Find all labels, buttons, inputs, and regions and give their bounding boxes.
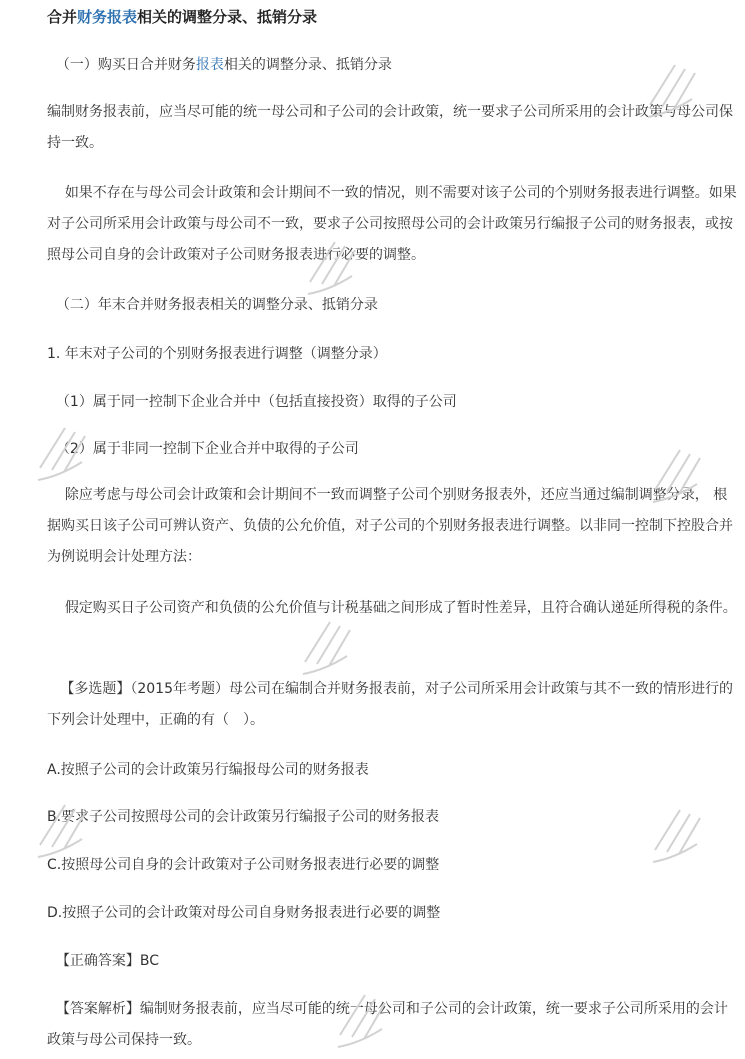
option-b: B.要求子公司按照母公司的会计政策另行编报子公司的财务报表 [47, 809, 440, 825]
link-statements[interactable]: 报表 [195, 57, 224, 73]
title-link-financial-statements[interactable]: 财务报表 [77, 8, 138, 26]
title-prefix: 合并 [47, 8, 78, 26]
paragraph-unify-policy: 编制财务报表前，应当尽可能的统一母公司和子公司的会计政策，统一要求子公司所采用的会计政策与母公司保持一致。 [47, 104, 733, 151]
answer-explanation: 【答案解析】编制财务报表前，应当尽可能的统一母公司和子公司的会计政策，统一要求子公司所采用的会计政策与母公司保持一致。 [47, 1001, 728, 1048]
correct-answer: 【正确答案】BC [55, 953, 160, 969]
section-heading-year-end: （二）年末合并财务报表相关的调整分录、抵销分录 [55, 297, 378, 313]
item-non-same-control: （2）属于非同一控制下企业合并中取得的子公司 [55, 441, 359, 457]
subsection-year-end-adjust: 1. 年末对子公司的个别财务报表进行调整（调整分录） [47, 346, 387, 362]
paragraph-temporary-difference: 假定购买日子公司资产和负债的公允价值与计税基础之间形成了暂时性差异，且符合确认递延所得税的条件。 [64, 600, 737, 616]
question-multiple-choice: 【多选题】（2015年考题）母公司在编制合并财务报表前，对子公司所采用会计政策与其不一致的情形进行的下列会计处理中，正确的有（ ）。 [47, 681, 733, 728]
option-a: A.按照子公司的会计政策另行编报母公司的财务报表 [47, 762, 369, 778]
page-title [47, 6, 317, 28]
title-suffix: 相关的调整分录、抵销分录 [137, 8, 318, 26]
item-same-control: （1）属于同一控制下企业合并中（包括直接投资）取得的子公司 [55, 394, 457, 410]
paragraph-fair-value-adjust: 除应考虑与母公司会计政策和会计期间不一致而调整子公司个别财务报表外，还应当通过编制调整分录， 根据购买日该子公司可辨认资产、负债的公允价值，对子公司的个别财务报表进行调整。以非同一控制下控股合并为例说明会计处理方法： [47, 487, 733, 565]
section-heading-purchase-date: （一）购买日合并财务报表相关的调整分录、抵销分录 [55, 57, 392, 73]
paragraph-adjust-rules: 如果不存在与母公司会计政策和会计期间不一致的情况，则不需要对该子公司的个别财务报表进行调整。如果对子公司所采用会计政策与母公司不一致，要求子公司按照母公司的会计政策另行编报子公司的财务报表，或按照母公司自身的会计政策对子公司财务报表进行必要的调整。 [47, 185, 737, 263]
option-d: D.按照子公司的会计政策对母公司自身财务报表进行必要的调整 [47, 905, 441, 921]
option-c: C.按照母公司自身的会计政策对子公司财务报表进行必要的调整 [47, 857, 440, 873]
